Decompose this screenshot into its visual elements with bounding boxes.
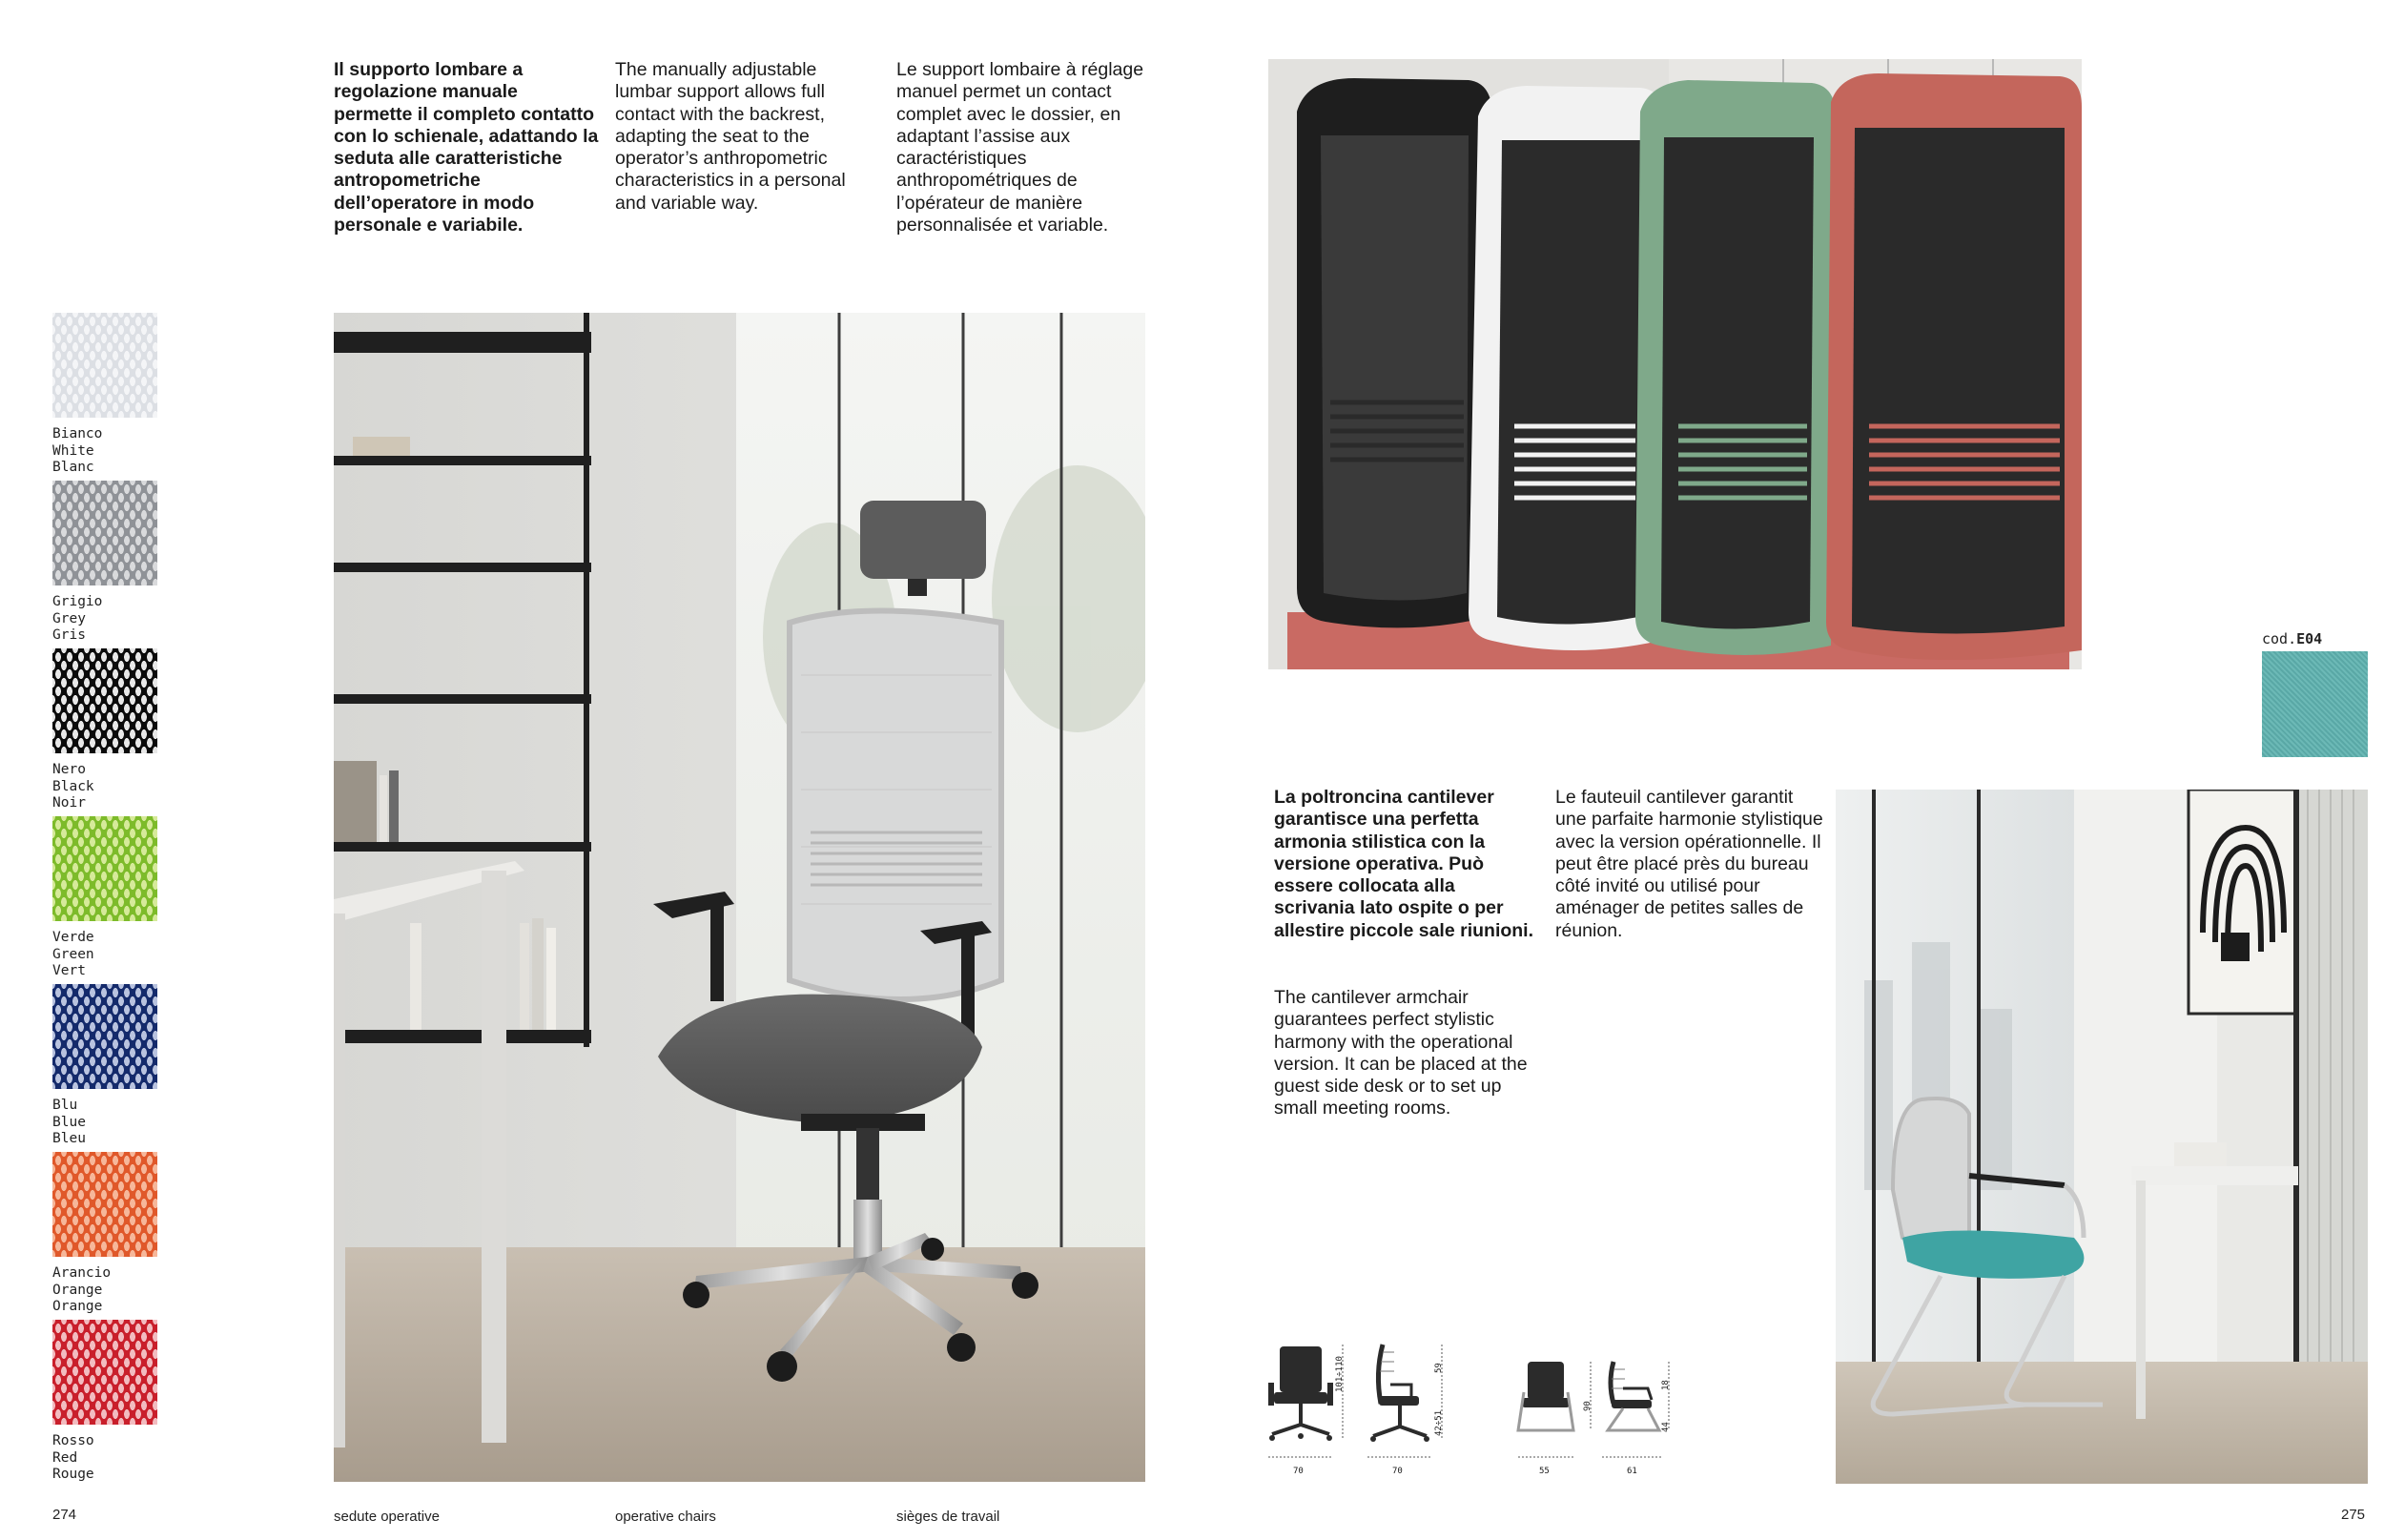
- backrest-colours-photo: [1268, 59, 2082, 669]
- swatch-verde: [52, 816, 157, 921]
- dimension-drawings: [1268, 1335, 1726, 1488]
- swatch-label-rosso: Rosso Red Rouge: [52, 1433, 94, 1482]
- swatch-label-arancio: Arancio Orange Orange: [52, 1265, 112, 1314]
- dim-top-4: 18: [1661, 1380, 1671, 1390]
- cantilever-chair-front-drawing: [1518, 1362, 1573, 1457]
- footer-label-french: sièges de travail: [896, 1509, 1000, 1525]
- dim-seat-4: 44: [1661, 1422, 1671, 1432]
- footer-label-italian: sedute operative: [334, 1509, 440, 1525]
- swatch-rosso: [52, 1320, 157, 1425]
- footer-label-english: operative chairs: [615, 1509, 716, 1525]
- swatch-label-verde: Verde Green Vert: [52, 930, 94, 978]
- cantilever-text-italian: La poltroncina cantilever garantisce una perfetta armonia stilistica con la versione operativa. Può essere collocata alla scrivania lato ospite o per allestire piccole sale riunioni.: [1274, 787, 1534, 941]
- cantilever-chair-side-drawing: [1602, 1362, 1661, 1457]
- cantilever-text-english: The cantilever armchair guarantees perfect stylistic harmony with the operational version. It can be placed at the guest side desk or to set up small meeting rooms.: [1274, 987, 1528, 1119]
- fabric-code: [2262, 631, 2322, 648]
- fabric-swatch-e04: [2262, 651, 2368, 757]
- dim-width-1: 70: [1293, 1467, 1304, 1476]
- swatch-nero: [52, 648, 157, 753]
- swatch-label-bianco: Bianco White Blanc: [52, 426, 103, 475]
- swatch-arancio: [52, 1152, 157, 1257]
- operative-chair-photo: [334, 313, 1145, 1482]
- dim-height-3: 90: [1583, 1401, 1593, 1411]
- dim-width-2: 70: [1392, 1467, 1403, 1476]
- swatch-bianco: [52, 313, 157, 418]
- swatch-label-blu: Blu Blue Bleu: [52, 1098, 86, 1146]
- page-number-left: 274: [52, 1507, 77, 1523]
- dim-height-2: 59: [1434, 1363, 1444, 1373]
- dim-width-4: 61: [1627, 1467, 1637, 1476]
- operative-chair-front-drawing: [1268, 1346, 1333, 1457]
- dim-seat-2: 42÷51: [1434, 1409, 1444, 1436]
- cantilever-text-french: Le fauteuil cantilever garantit une parfaite harmonie stylistique avec la version opérationnelle. Il peut être placé près du bureau côté invité ou utilisé pour aménager de petites salles de réunion.: [1555, 787, 1823, 941]
- intro-text-italian: Il supporto lombare a regolazione manuale permette il completo contatto con lo schienale, adattando la seduta alle caratteristiche antropometriche dell’operatore in modo personale e variabile.: [334, 59, 599, 236]
- fabric-code-prefix: cod.: [2262, 630, 2297, 647]
- swatch-blu: [52, 984, 157, 1089]
- dim-height-1: 101÷110: [1335, 1356, 1345, 1392]
- dim-width-3: 55: [1539, 1467, 1550, 1476]
- page-number-right: 275: [2341, 1507, 2366, 1523]
- fabric-code-value: E04: [2296, 630, 2323, 647]
- swatch-label-grigio: Grigio Grey Gris: [52, 594, 103, 643]
- swatch-label-nero: Nero Black Noir: [52, 762, 94, 811]
- intro-text-french: Le support lombaire à réglage manuel permet un contact complet avec le dossier, en adaptant l’assise aux caractéristiques anthropométriques de l’opérateur de manière personnalisée et variable.: [896, 59, 1144, 236]
- operative-chair-side-drawing: [1367, 1345, 1432, 1457]
- cantilever-chair-photo: [1836, 790, 2368, 1484]
- swatch-grigio: [52, 481, 157, 585]
- intro-text-english: The manually adjustable lumbar support allows full contact with the backrest, adapting the seat to the operator’s anthropometric characteristics in a personal and variable way.: [615, 59, 846, 214]
